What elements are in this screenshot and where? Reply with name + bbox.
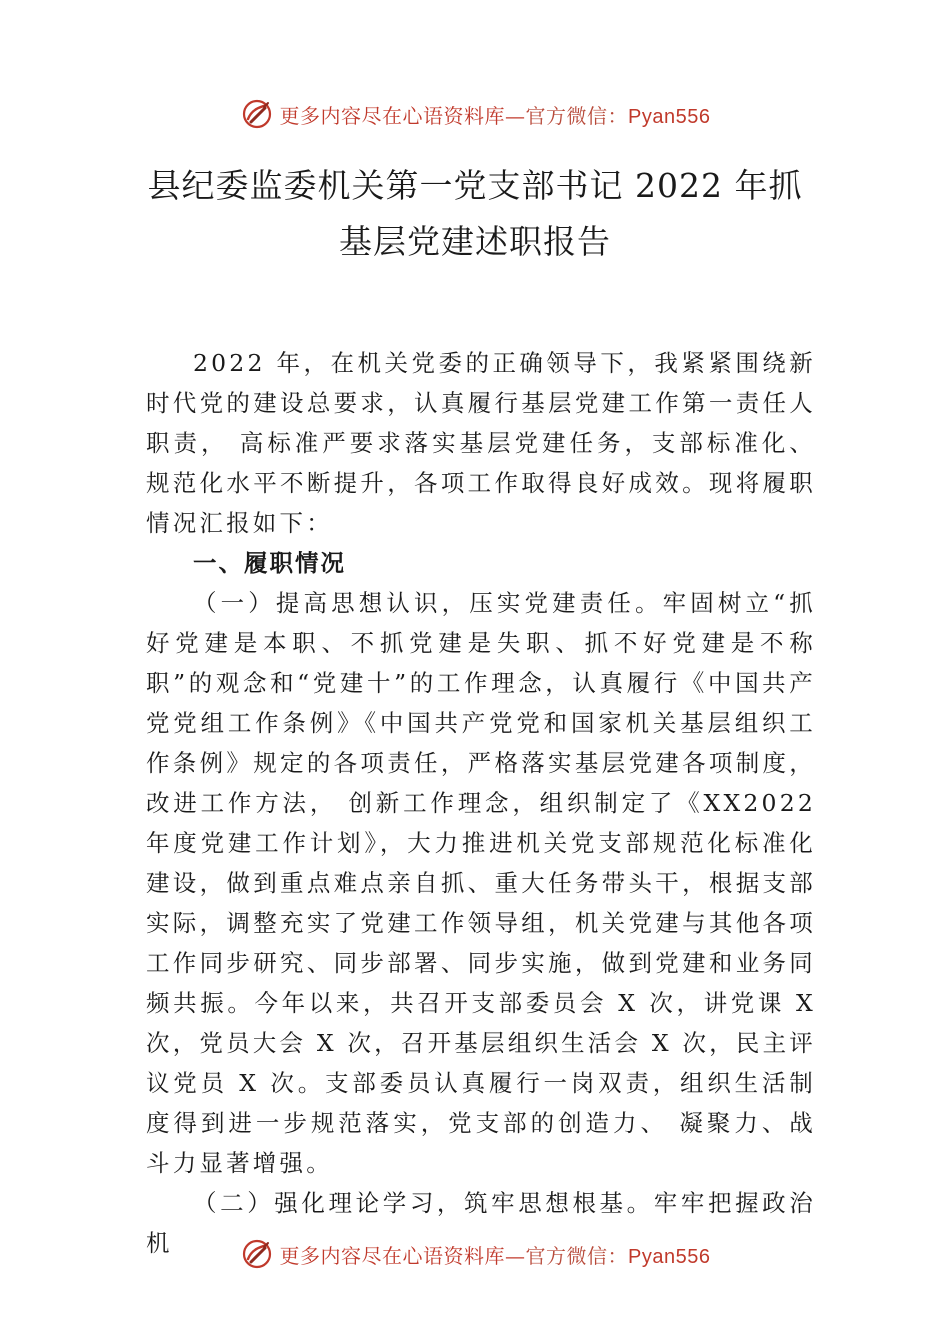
pen-swirl-logo-icon: [240, 1237, 274, 1271]
watermark-text: [280, 1240, 711, 1269]
watermark-slogan: 更多内容尽在心语资料库: [279, 1243, 506, 1268]
document-body: [146, 343, 816, 1263]
watermark-separator: —: [505, 103, 526, 128]
section-heading: 一、履职情况: [193, 549, 346, 577]
watermark-text: [280, 100, 711, 129]
body-paragraph-2: （二）强化理论学习，筑牢思想根基。牢牢把握政治机: [146, 1189, 816, 1257]
pen-swirl-logo-icon: [240, 97, 274, 131]
watermark-wechat-label: 官方微信：: [525, 103, 629, 128]
watermark-wechat-id: Pyan556: [628, 105, 711, 128]
watermark-separator: —: [505, 1243, 526, 1268]
document-title: [120, 158, 830, 270]
watermark-wechat-id: Pyan556: [628, 1245, 711, 1268]
intro-paragraph: 2022 年，在机关党委的正确领导下，我紧紧围绕新时代党的建设总要求，认真履行基层党建工作第一责任人职责， 高标准严要求落实基层党建任务，支部标准化、规范化水平不断提升，各项工作取得良好成效。现将履职情况汇报如下：: [146, 349, 816, 537]
watermark-slogan: 更多内容尽在心语资料库: [279, 103, 506, 128]
title-line-1: 县纪委监委机关第一党支部书记 2022 年抓: [147, 166, 803, 205]
title-line-2: 基层党建述职报告: [339, 222, 611, 261]
watermark-wechat-label: 官方微信：: [525, 1243, 629, 1268]
body-paragraph-1: （一）提高思想认识，压实党建责任。牢固树立“抓好党建是本职、不抓党建是失职、抓不好党建是不称职”的观念和“党建十”的工作理念，认真履行《中国共产党党组工作条例》《中国共产党党和国家机关基层组织工作条例》规定的各项责任，严格落实基层党建各项制度，改进工作方法， 创新工作理念，组织制定了《XX2022 年度党建工作计划》，大力推进机关党支部规范化标准化建设，做到重点难点亲自抓、重大任务带头干，根据支部实际，调整充实了党建工作领导组，机关党建与其他各项工作同步研究、同步部署、同步实施，做到党建和业务同频共振。今年以来，共召开支部委员会 X 次，讲党课 X 次，党员大会 X 次，召开基层组织生活会 X 次，民主评议党员 X 次。支部委员认真履行一岗双责，组织生活制度得到进一步规范落实，党支部的创造力、 凝聚力、战斗力显著增强。: [146, 589, 816, 1177]
watermark-banner-top: [0, 92, 950, 136]
watermark-banner-bottom: [0, 1232, 950, 1276]
